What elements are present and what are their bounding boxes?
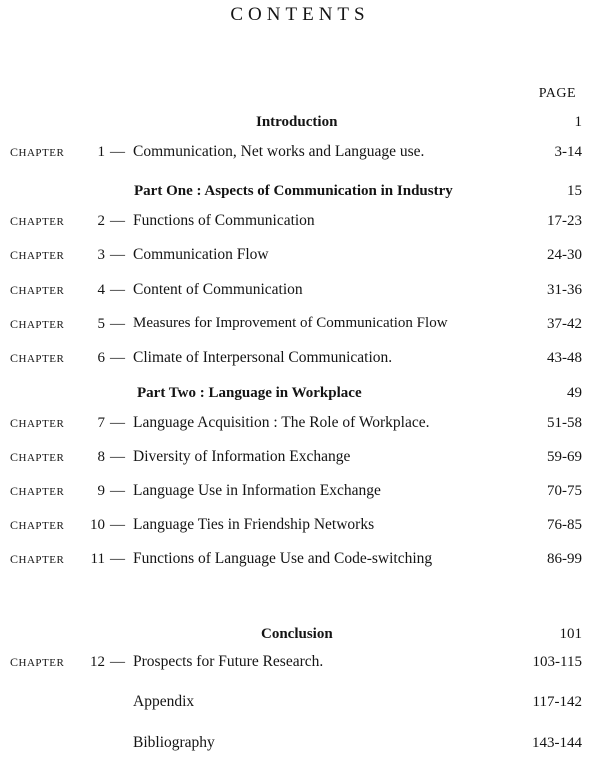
em-dash: — — [110, 247, 125, 263]
chapter-number: 3 — [97, 247, 105, 263]
page-number: 24-30 — [547, 247, 582, 263]
page-number: 117-142 — [532, 694, 582, 710]
page-number: 51-58 — [547, 415, 582, 431]
page-number: 1 — [574, 114, 582, 130]
chapter-title: Diversity of Information Exchange — [133, 448, 351, 465]
page-number: 70-75 — [547, 483, 582, 499]
chapter-number: 5 — [97, 316, 105, 332]
em-dash: — — [110, 350, 125, 366]
chapter-number: 10 — [90, 517, 105, 533]
chapter-number: 7 — [97, 415, 105, 431]
page-number: 101 — [559, 626, 582, 642]
chapter-label: CHAPTER — [10, 450, 65, 464]
page-number: 59-69 — [547, 449, 582, 465]
chapter-title: Communication Flow — [133, 246, 269, 263]
page-number: 31-36 — [547, 282, 582, 298]
chapter-label: CHAPTER — [10, 317, 65, 331]
chapter-number: 6 — [97, 350, 105, 366]
bibliography-entry: Bibliography — [133, 734, 215, 751]
em-dash: — — [110, 551, 125, 567]
page-number: 49 — [567, 385, 582, 401]
em-dash: — — [110, 517, 125, 533]
chapter-label: CHAPTER — [10, 214, 65, 228]
page-number: 86-99 — [547, 551, 582, 567]
chapter-title: Language Use in Information Exchange — [133, 482, 381, 499]
chapter-title: Language Acquisition : The Role of Workplace. — [133, 414, 430, 431]
chapter-label: CHAPTER — [10, 484, 65, 498]
page-title: CONTENTS — [230, 4, 370, 25]
chapter-title: Measures for Improvement of Communication Flow — [133, 315, 448, 331]
chapter-title: Language Ties in Friendship Networks — [133, 516, 375, 533]
heading-introduction: Introduction — [256, 114, 338, 130]
page-number: 15 — [567, 183, 582, 199]
chapter-label: CHAPTER — [10, 518, 65, 532]
chapter-title: Content of Communication — [133, 281, 303, 298]
page-number: 37-42 — [547, 316, 582, 332]
chapter-label: CHAPTER — [10, 248, 65, 262]
chapter-number: 1 — [97, 144, 105, 160]
chapter-number: 12 — [90, 654, 105, 670]
heading-conclusion: Conclusion — [261, 626, 333, 642]
chapter-title: Functions of Communication — [133, 212, 315, 229]
em-dash: — — [110, 316, 125, 332]
chapter-number: 4 — [97, 282, 105, 298]
chapter-number: 9 — [97, 483, 105, 499]
page-number: 76-85 — [547, 517, 582, 533]
page-number: 143-144 — [532, 735, 582, 751]
em-dash: — — [110, 282, 125, 298]
page-number: 43-48 — [547, 350, 582, 366]
page-number: 17-23 — [547, 213, 582, 229]
em-dash: — — [110, 213, 125, 229]
heading-part-one: Part One : Aspects of Communication in Industry — [134, 183, 453, 199]
chapter-title: Climate of Interpersonal Communication. — [133, 349, 393, 366]
chapter-number: 11 — [90, 551, 105, 567]
chapter-label: CHAPTER — [10, 145, 65, 159]
em-dash: — — [110, 144, 125, 160]
page-number: 103-115 — [532, 654, 582, 670]
heading-part-two: Part Two : Language in Workplace — [137, 385, 362, 401]
appendix-entry: Appendix — [133, 693, 195, 710]
em-dash: — — [110, 483, 125, 499]
page-number: 3-14 — [554, 144, 582, 160]
chapter-label: CHAPTER — [10, 283, 65, 297]
chapter-label: CHAPTER — [10, 552, 65, 566]
em-dash: — — [110, 654, 125, 670]
em-dash: — — [110, 415, 125, 431]
chapter-label: CHAPTER — [10, 416, 65, 430]
em-dash: — — [110, 449, 125, 465]
chapter-title: Functions of Language Use and Code-switching — [133, 550, 433, 567]
chapter-label: CHAPTER — [10, 655, 65, 669]
chapter-number: 2 — [97, 213, 105, 229]
chapter-title: Prospects for Future Research. — [133, 653, 324, 670]
page-column-header: PAGE — [538, 86, 576, 101]
chapter-number: 8 — [97, 449, 105, 465]
chapter-label: CHAPTER — [10, 351, 65, 365]
chapter-title: Communication, Net works and Language use. — [133, 143, 425, 160]
